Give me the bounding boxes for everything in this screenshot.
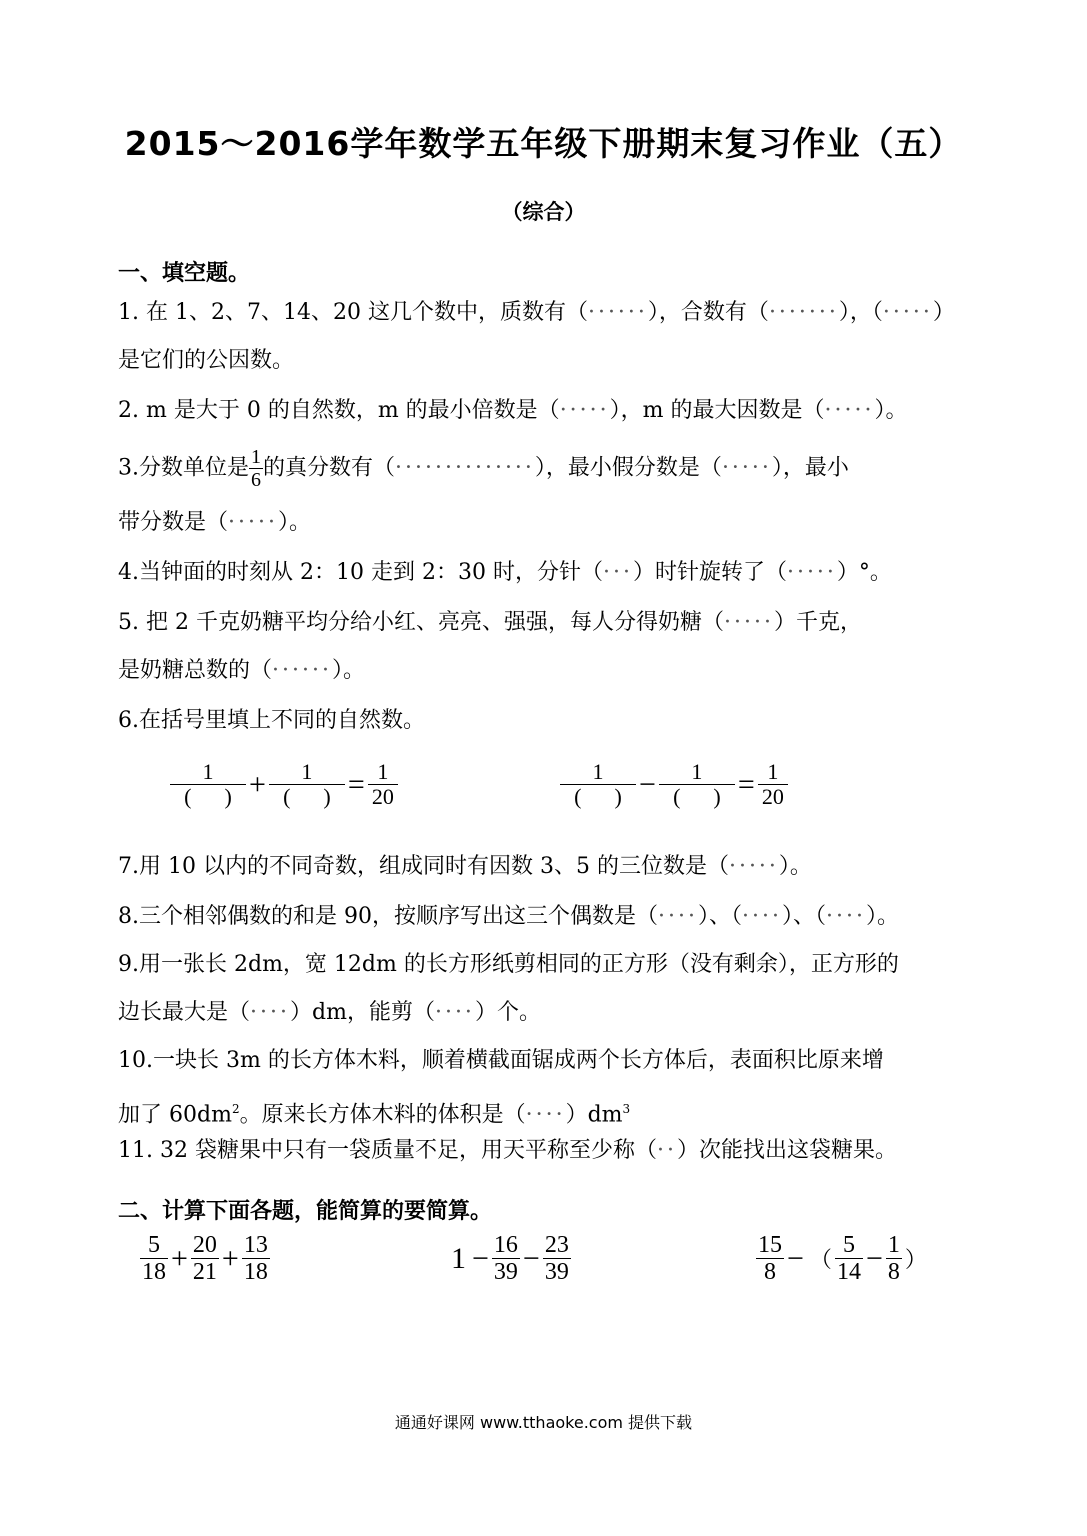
- question-1-line-2: 是它们的公因数。: [118, 348, 295, 373]
- question-3-line-2: 带分数是（·····）。: [118, 510, 311, 535]
- fraction: $\frac{1}{( )}$: [560, 760, 636, 809]
- addition-equation: $\frac{1}{( )}$ + $\frac{1}{( )}$ = $\frac{1}{20}$: [170, 760, 398, 809]
- question-10-line-2: 加了 $60dm^2$。原来长方体木料的体积是$(\cdot\cdot\cdot\cdot)dm^3$: [118, 1102, 631, 1128]
- question-11: 11. 32 袋糖果中只有一袋质量不足，用天平称至少称（··）次能找出这袋糖果。: [118, 1138, 897, 1163]
- question-6: 6.在括号里填上不同的自然数。: [118, 708, 425, 733]
- subtraction-equation: $\frac{1}{( )}$ − $\frac{1}{( )}$ = $\frac{1}{20}$: [560, 760, 788, 809]
- fraction: $\frac{1}{8}$: [887, 1232, 900, 1286]
- calc-expression-3: $\frac{15}{8}$ − （ $\frac{5}{14}$ − $\frac{1}{8}$ ）: [758, 1232, 927, 1286]
- fraction: $\frac{16}{39}$: [493, 1232, 518, 1286]
- footer-source: 通通好课网 www.tthaoke.com 提供下载: [394, 1413, 693, 1432]
- calc-expression-1: $\frac{5}{18}$ + $\frac{20}{21}$ + $\frac{13}{18}$: [142, 1232, 268, 1286]
- page-subtitle: （综合）: [501, 200, 586, 224]
- fraction: $\frac{1}{( )}$: [170, 760, 246, 809]
- question-1-line-1: 1. 在 1、2、7、14、20 这几个数中，质数有（······），合数有（·······），（·····）: [118, 300, 955, 325]
- fraction: $\frac{20}{21}$: [192, 1232, 217, 1286]
- fraction: $\frac{1}{20}$: [758, 760, 788, 809]
- question-2: 2. m 是大于 0 的自然数，m 的最小倍数是（·····），m 的最大因数是（·····）。: [118, 398, 908, 423]
- fraction: $\frac{5}{18}$: [142, 1232, 166, 1286]
- fraction: $\frac{1}{( )}$: [269, 760, 345, 809]
- fraction: $\frac{15}{8}$: [758, 1232, 782, 1286]
- page-title: 2015～2016学年数学五年级下册期末复习作业（五）: [124, 124, 963, 163]
- fraction: $\frac{5}{14}$: [836, 1232, 861, 1286]
- question-7: 7.用 10 以内的不同奇数，组成同时有因数 3、5 的三位数是（·····）。: [118, 854, 812, 879]
- question-10-line-1: 10.一块长 3m 的长方体木料，顺着横截面锯成两个长方体后，表面积比原来增: [118, 1048, 884, 1073]
- unit-fraction: $\frac{1}{6}$: [251, 446, 261, 491]
- calc-expression-2: 1 − $\frac{16}{39}$ − $\frac{23}{39}$: [451, 1232, 569, 1286]
- fraction: $\frac{13}{18}$: [243, 1232, 268, 1286]
- question-8: 8.三个相邻偶数的和是 90，按顺序写出这三个偶数是（····）、（····）、（····）。: [118, 904, 899, 929]
- question-9-line-2: 边长最大是（····）dm，能剪（····）个。: [118, 1000, 541, 1025]
- question-5-line-2: 是奶糖总数的（······）。: [118, 658, 365, 683]
- fraction: $\frac{1}{( )}$: [659, 760, 735, 809]
- question-4: 4.当钟面的时刻从 2：10 走到 2：30 时，分针（···）时针旋转了（·····）°。: [118, 560, 892, 585]
- section-1-heading: 一、填空题。: [118, 261, 251, 286]
- section-2-heading: 二、计算下面各题，能简算的要简算。: [118, 1199, 493, 1224]
- question-6-equations: [118, 760, 978, 830]
- question-5-line-1: 5. 把 2 千克奶糖平均分给小红、亮亮、强强，每人分得奶糖（·····）千克，: [118, 610, 862, 635]
- question-3-line-1: 3.分数单位是 $\frac{1}{6}$ 的真分数有（··············），最小假分数是（·····），最小: [118, 446, 849, 491]
- question-9-line-1: 9.用一张长 2dm，宽 12dm 的长方形纸剪相同的正方形（没有剩余），正方形的: [118, 952, 899, 977]
- fraction: $\frac{1}{20}$: [368, 760, 398, 809]
- fraction: $\frac{23}{39}$: [544, 1232, 569, 1286]
